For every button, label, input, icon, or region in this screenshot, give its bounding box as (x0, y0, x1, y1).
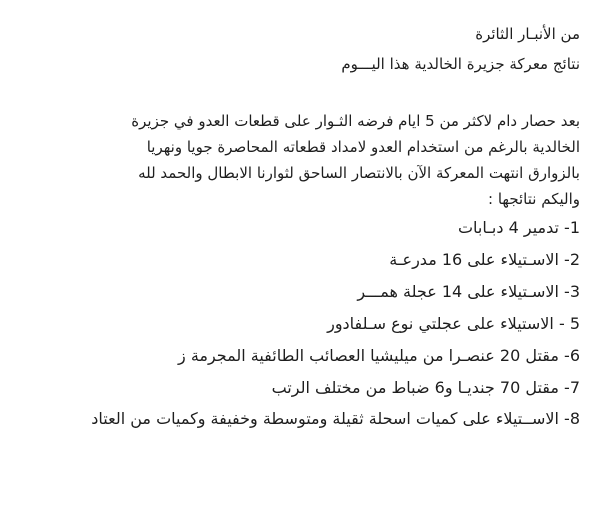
result-item: 2- الاسـتيلاء على 16 مدرعـة (389, 250, 580, 269)
result-item: 8- الاســتيلاء على كميات اسحلة ثقيلة ومتوسطة وخفيفة وكميات من العتاد (91, 409, 580, 428)
intro-paragraph (14, 108, 580, 212)
intro-line: واليكم نتائجها : (488, 190, 580, 208)
post-header (14, 22, 580, 76)
intro-line: الخالدية بالرغم من استخدام العدو لامداد قطعاته المحاصرة جويا ونهريا (146, 138, 580, 156)
result-item: 5 - الاستيلاء على عجلتي نوع سـلفادور (327, 314, 580, 333)
result-item: 7- مقتل 70 جنديـا و6 ضباط من مختلف الرتب (271, 378, 580, 397)
result-item: 6- مقتل 20 عنصـرا من ميليشيا العصائب الطائفية المجرمة ز (178, 346, 580, 365)
source-line: من الأنبـار الثائرة (475, 25, 580, 43)
result-item: 3- الاسـتيلاء على 14 عجلة همـــر (357, 282, 580, 301)
result-item: 1- تدمير 4 دبـابات (457, 218, 580, 237)
results-list (14, 212, 580, 434)
intro-line: بالزوارق انتهت المعركة الآن بالانتصار الساحق لثوارنا الابطال والحمد لله (138, 164, 580, 182)
intro-line: بعد حصار دام لاكثر من 5 ايام فرضه الثـوار على قطعات العدو في جزيرة (131, 112, 580, 130)
post-body (14, 108, 580, 434)
post-title: نتائج معركة جزيرة الخالدية هذا اليـــوم (341, 55, 580, 73)
